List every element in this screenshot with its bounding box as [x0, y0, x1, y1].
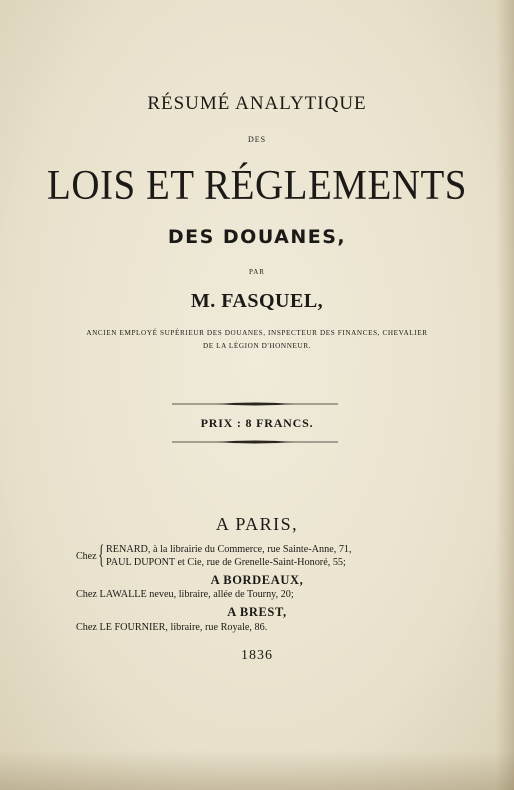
title-line-2: DES [247, 135, 267, 144]
page-edge-shadow [496, 0, 514, 790]
author-name: M. FASQUEL, [190, 290, 324, 312]
ornamental-rule-bottom [0, 438, 514, 446]
main-title: LOIS ET RÉGLEMENTS [47, 162, 467, 209]
ornamental-rule-top [0, 400, 514, 408]
brace-icon: { [98, 540, 105, 569]
page-bottom-shadow [0, 750, 514, 790]
publisher-brest-line: Chez LE FOURNIER, libraire, rue Royale, 86. [76, 622, 268, 633]
author-description-2: DE LA LÉGION D'HONNEUR. [202, 342, 312, 350]
publisher-city-bordeaux: A BORDEAUX, [210, 573, 304, 587]
publication-year: 1836 [241, 648, 273, 663]
author-description-1: ANCIEN EMPLOYÉ SUPÉRIEUR DES DOUANES, INSPECTEUR DES FINANCES, CHEVALIER [86, 329, 428, 337]
title-line-1: RÉSUMÉ ANALYTIQUE [147, 93, 367, 114]
title-line-4: DES DOUANES, [167, 226, 347, 248]
publisher-paris-line-1: RENARD, à la librairie du Commerce, rue Sainte-Anne, 71, [106, 544, 352, 555]
price: PRIX : 8 FRANCS. [200, 416, 314, 430]
author-par: PAR [249, 268, 265, 276]
publisher-city-brest: A BREST, [227, 605, 287, 619]
publisher-city-paris: A PARIS, [215, 514, 299, 534]
publisher-paris-line-2: PAUL DUPONT et Cie, rue de Grenelle-Saint-Honoré, 55; [106, 557, 346, 568]
publisher-bordeaux-line: Chez LAWALLE neveu, libraire, allée de Tourny, 20; [76, 589, 294, 600]
publisher-chez: Chez [76, 551, 97, 562]
